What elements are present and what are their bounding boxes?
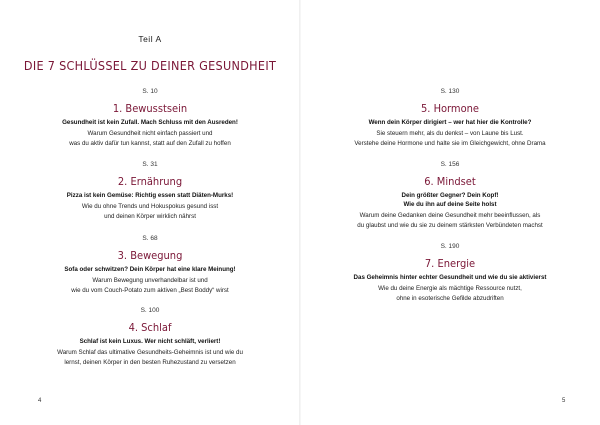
description-line: Sie steuern mehr, als du denkst – von Laune bis Lust. — [376, 130, 524, 137]
description-line: Warum Schlaf das ultimative Gesundheits-Geheimnis ist und wie du — [57, 349, 243, 356]
part-label: Teil A — [138, 34, 162, 44]
chapter-title: 2. Ernährung — [117, 175, 183, 188]
chapter-description — [300, 284, 600, 303]
chapter-subtitle: Schlaf ist kein Luxus. Wer nicht schläft, verliert! — [79, 338, 221, 345]
chapter-subtitle: Das Geheimnis hinter echter Gesundheit und wie du sie aktivierst — [353, 274, 547, 281]
description-line: lernst, deinen Körper in den besten Ruhezustand zu versetzen — [64, 358, 236, 366]
chapter-5 — [300, 88, 600, 148]
section-title: DIE 7 SCHLÜSSEL ZU DEINER GESUNDHEIT — [23, 58, 277, 73]
description-line: Warum Gesundheit nicht einfach passiert und — [87, 130, 213, 137]
chapter-page-ref: S. 190 — [440, 243, 460, 250]
chapter-title: 7. Energie — [424, 257, 476, 270]
chapter-subtitle: Sofa oder schwitzen? Dein Körper hat eine klare Meinung! — [64, 266, 236, 273]
chapter-description — [300, 129, 600, 148]
description-line: Warum deine Gedanken deine Gesundheit mehr beeinflussen, als — [359, 212, 541, 219]
chapter-description — [0, 276, 300, 295]
chapter-page-ref: S. 31 — [142, 161, 158, 168]
chapter-title: 3. Bewegung — [117, 249, 183, 262]
chapter-page-ref: S. 130 — [440, 88, 460, 95]
description-line: du glaubst und wie du sie zu deinem stärksten Verbündeten machst — [357, 221, 543, 229]
chapter-7 — [300, 243, 600, 303]
chapter-description — [0, 348, 300, 367]
description-line: Wie du deine Energie als mächtige Ressource nutzt, — [378, 285, 522, 292]
chapter-page-ref: S. 10 — [142, 88, 158, 95]
page-number-right: 5 — [562, 398, 566, 404]
chapter-3 — [0, 235, 300, 295]
page-number-left: 4 — [38, 398, 42, 404]
chapter-subtitle: Wenn dein Körper dirigiert – wer hat hier die Kontrolle? — [368, 119, 532, 126]
chapter-title: 6. Mindset — [424, 175, 476, 188]
chapter-subtitle: Dein größter Gegner? Dein Kopf! — [401, 192, 499, 199]
chapter-1 — [0, 88, 300, 148]
chapter-page-ref: S. 68 — [142, 235, 158, 242]
description-line: Verstehe deine Hormone und halte sie im Gleichgewicht, ohne Drama — [354, 139, 546, 147]
chapter-description — [0, 202, 300, 221]
description-line: Warum Bewegung unverhandelbar ist und — [92, 277, 208, 284]
chapter-subtitle: Pizza ist kein Gemüse: Richtig essen statt Diäten-Murks! — [66, 192, 234, 199]
description-line: ohne in esoterische Gefilde abzudriften — [396, 294, 504, 302]
chapter-4 — [0, 307, 300, 367]
chapter-title: 4. Schlaf — [128, 321, 172, 334]
description-line: und deinen Körper wirklich nährst — [104, 212, 196, 220]
chapter-6 — [300, 161, 600, 230]
description-line: wie du vom Couch-Potato zum aktiven „Best Boddy“ wirst — [71, 286, 229, 294]
right-page — [300, 0, 600, 425]
chapter-page-ref: S. 100 — [140, 307, 160, 314]
chapter-subtitle: Gesundheit ist kein Zufall. Mach Schluss mit den Ausreden! — [62, 119, 238, 126]
description-line: was du aktiv dafür tun kannst, statt auf den Zufall zu hoffen — [69, 139, 231, 147]
chapter-title: 1. Bewusstsein — [112, 102, 188, 115]
chapter-description — [300, 211, 600, 230]
description-line: Wie du ohne Trends und Hokuspokus gesund isst — [81, 203, 219, 210]
chapter-page-ref: S. 156 — [440, 161, 460, 168]
chapter-2 — [0, 161, 300, 221]
chapter-description — [0, 129, 300, 148]
chapter-subtitle-line-2: Wie du ihn auf deine Seite holst — [403, 201, 497, 208]
chapter-title: 5. Hormone — [420, 102, 479, 115]
